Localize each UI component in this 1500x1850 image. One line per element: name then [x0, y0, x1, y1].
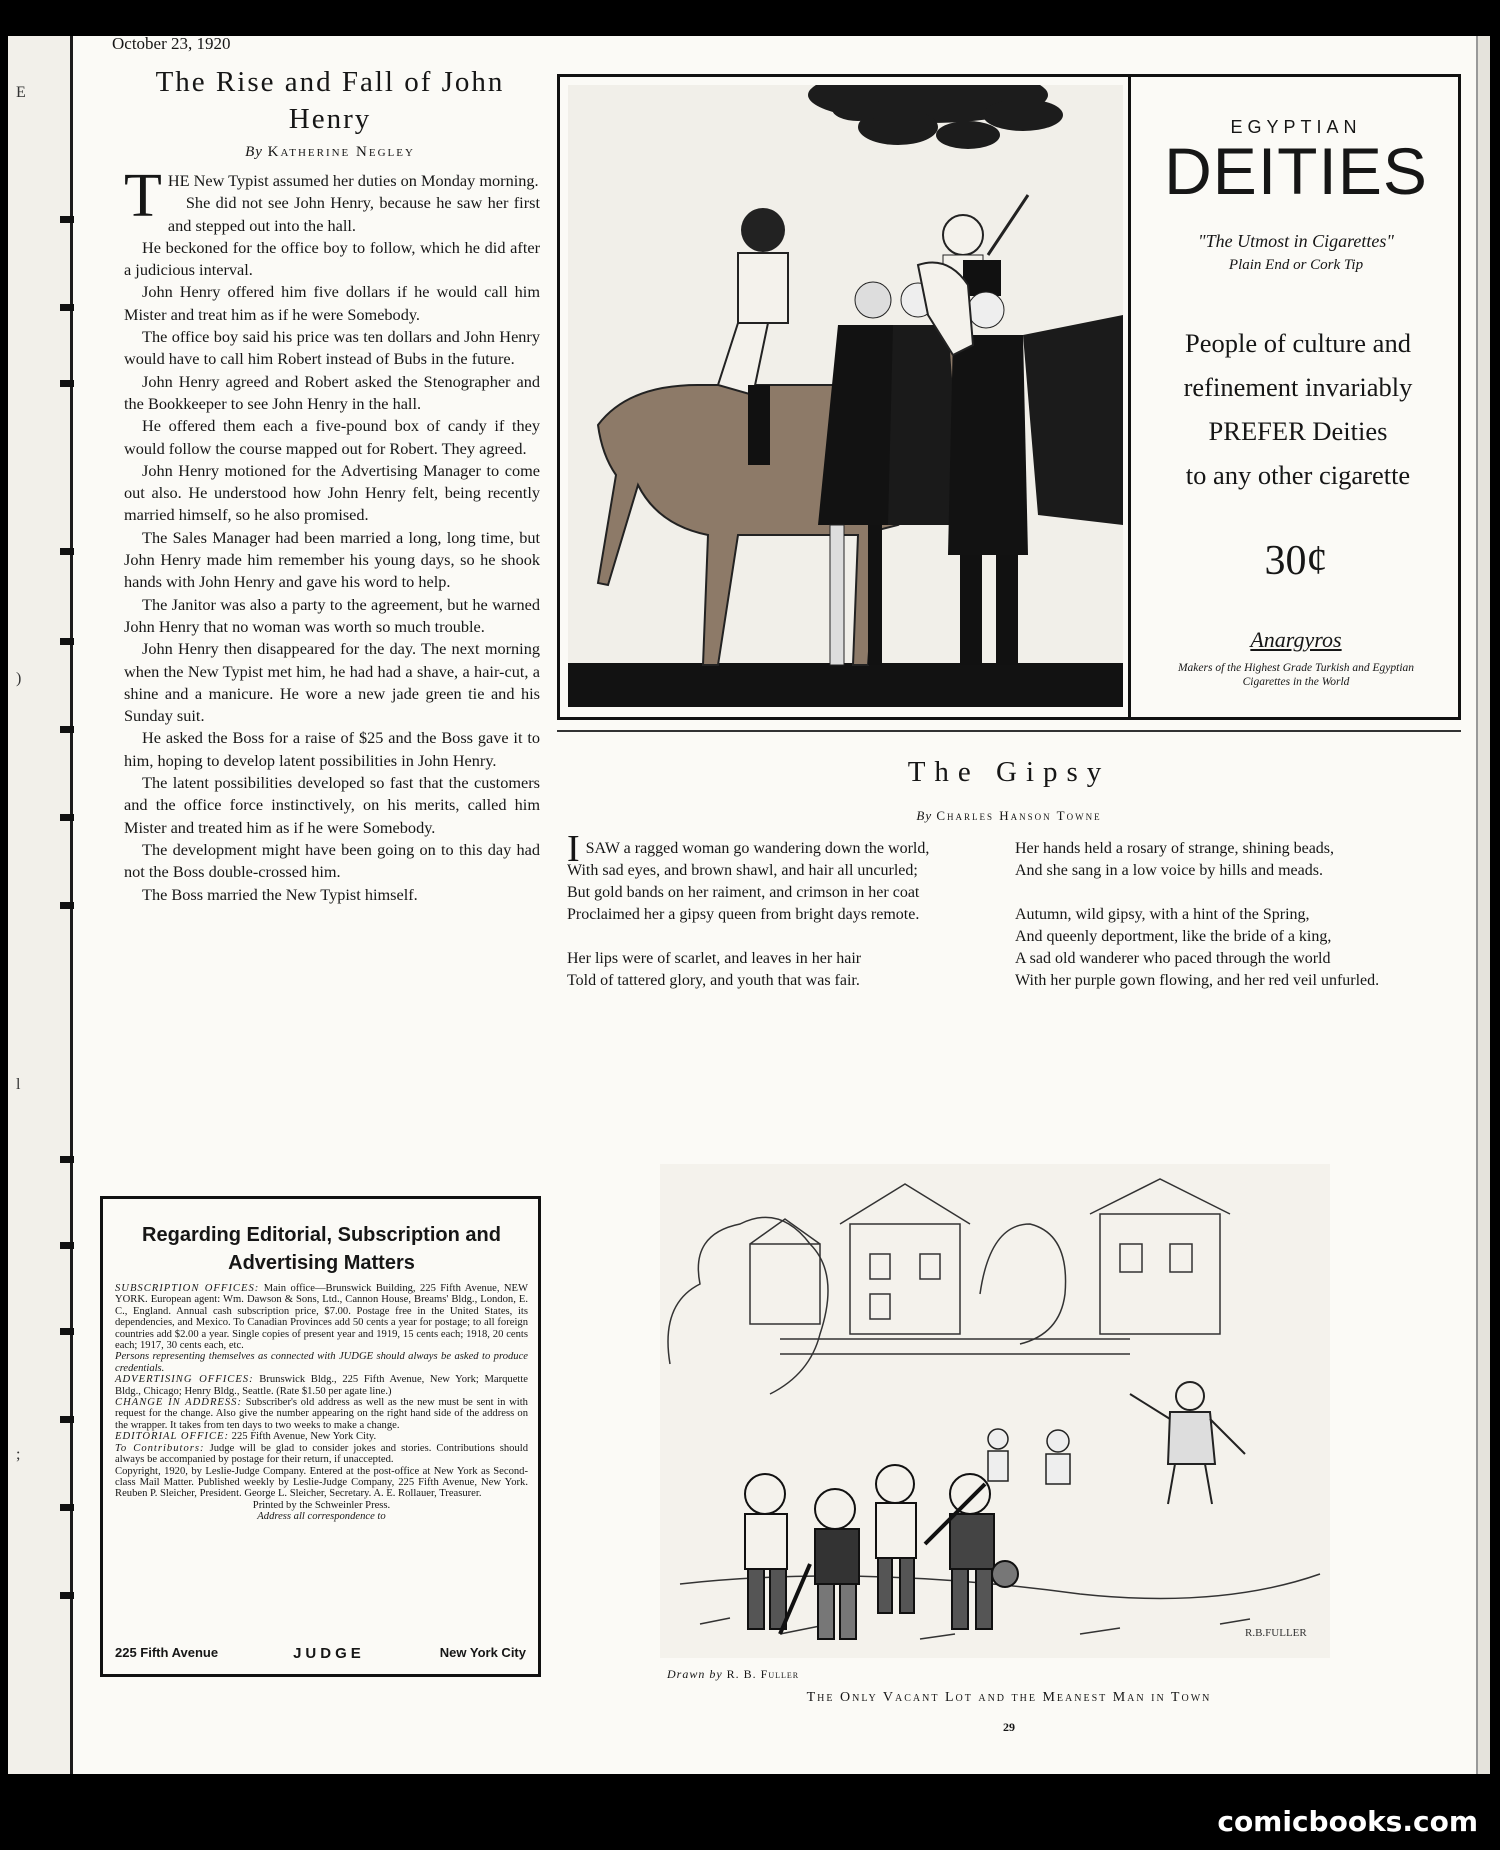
byline-prefix: By — [245, 144, 263, 160]
poem-line: Proclaimed her a gipsy queen from bright days remote. — [567, 906, 920, 923]
poem-column-right — [1015, 838, 1445, 992]
ad-tip-options: Plain End or Cork Tip — [1228, 257, 1364, 273]
poem-line: And queenly deportment, like the bride of a king, — [1015, 928, 1332, 945]
story-paragraph: The latent possibilities developed so fast that the customers and the office force instinctively, on his merits, called him Mister and treated him as if he were Somebody. — [124, 773, 540, 837]
story-paragraph: John Henry then disappeared for the day. The next morning when the New Typist met him, he had had a shave, a hair-cut, a shine and a manicure. He wore a new jade green tie and his Sunday suit. — [124, 639, 540, 726]
poem-line: Autumn, wild gipsy, with a hint of the Spring, — [1015, 906, 1310, 923]
editorial-box-footer — [115, 1645, 526, 1662]
right-page-edge — [1476, 36, 1490, 1774]
story-title: The Rise and Fall of John Henry — [155, 66, 505, 135]
ad-tagline: "The Utmost in Cigarettes" — [1198, 231, 1394, 251]
ad-copy-panel — [1134, 77, 1458, 717]
story-dropcap: T — [124, 162, 162, 230]
polo-scene-drawing — [568, 85, 1123, 707]
cigarette-advertisement — [557, 74, 1461, 720]
editorial-box-heading: Regarding Editorial, Subscription and Advertising Matters — [142, 1224, 501, 1274]
cartoon-caption: The Only Vacant Lot and the Meanest Man in Town — [806, 1690, 1212, 1705]
polo-illustration — [568, 85, 1123, 707]
ad-pitch-line: to any other cigarette — [1185, 460, 1411, 490]
ad-maker-signature: Anargyros — [1250, 627, 1342, 652]
site-watermark: comicbooks.com — [1217, 1805, 1478, 1838]
ad-pitch-line: PREFER Deities — [1208, 416, 1388, 446]
issue-date: October 23, 1920 — [112, 34, 231, 53]
cartoon-drawing — [660, 1164, 1330, 1658]
ad-pitch-line: People of culture and — [1185, 328, 1411, 358]
footer-city: New York City — [439, 1645, 526, 1660]
page-number: 29 — [1003, 1720, 1015, 1734]
poem-line: Told of tattered glory, and youth that was fair. — [567, 972, 860, 989]
poem-dropcap: I — [567, 828, 580, 870]
poem-author: Charles Hanson Towne — [936, 808, 1102, 823]
story-paragraph: He asked the Boss for a raise of $25 and the Boss gave it to him, hoping to develop latent possibilities in John Henry. — [124, 728, 540, 770]
poem-line: Her hands held a rosary of strange, shining beads, — [1015, 840, 1335, 857]
ad-brand-name: DEITIES — [1164, 134, 1428, 208]
story-paragraph: John Henry agreed and Robert asked the Stenographer and the Bookkeeper to see John Henry in the hall. — [124, 371, 540, 413]
section-rule — [557, 730, 1461, 733]
cartoon-artist: R. B. Fuller — [726, 1667, 800, 1681]
poem-line: Her lips were of scarlet, and leaves in her hair — [567, 950, 862, 967]
ad-pitch — [1152, 321, 1444, 497]
story-paragraph: The development might have been going on to this day had not the Boss double-crossed him. — [124, 839, 540, 882]
editorial-info-box — [100, 1196, 541, 1677]
story-paragraph: John Henry offered him five dollars if he would call him Mister and treat him as if he were Somebody. — [124, 282, 540, 324]
story-paragraph: He offered them each a five-pound box of candy if they would follow the course mapped out for Robert. They agreed. — [124, 416, 540, 458]
vacant-lot-cartoon — [660, 1164, 1330, 1658]
stanza-break — [1015, 882, 1445, 904]
story-paragraph: THE New Typist assumed her duties on Monday morning. — [124, 162, 539, 230]
poem-line: ISAW a ragged woman go wandering down the world, — [567, 828, 930, 870]
footer-address: 225 Fifth Avenue — [115, 1645, 219, 1660]
story-paragraph: The Boss married the New Typist himself. — [142, 884, 418, 904]
ad-price: 30¢ — [1264, 538, 1328, 584]
stanza-break — [567, 926, 987, 948]
poem-line: And she sang in a low voice by hills and meads. — [1015, 862, 1323, 879]
poem-byline — [557, 808, 1461, 824]
cartoon-signature: R.B.FULLER — [1245, 1627, 1307, 1639]
footer-magazine-name: JUDGE — [293, 1645, 365, 1662]
byline-prefix: By — [916, 808, 933, 823]
ad-kicker: EGYPTIAN — [1230, 117, 1362, 137]
story-paragraph: The Sales Manager had been married a long, long time, but John Henry made him remember his young days, so he shook hands with John Henry and gave his word to help. — [124, 527, 540, 592]
poem-column-left — [567, 828, 987, 992]
poem-title: The Gipsy — [907, 756, 1111, 788]
binding-margin: E ) l ; — [8, 36, 73, 1774]
story-paragraph: The office boy said his price was ten dollars and John Henry would have to call him Robert instead of Bubs in the future. — [124, 327, 540, 369]
poem-line: With her purple gown flowing, and her red veil unfurled. — [1015, 972, 1380, 989]
ad-divider-line — [1128, 77, 1131, 717]
story-body — [124, 162, 540, 906]
poem-line: With sad eyes, and brown shawl, and hair all uncurled; — [567, 862, 918, 879]
ad-maker-description: Makers of the Highest Grade Turkish and Egyptian Cigarettes in the World — [1177, 662, 1415, 688]
cartoon-credit — [667, 1667, 799, 1682]
credit-prefix: Drawn by — [667, 1667, 723, 1681]
ad-pitch-line: refinement invariably — [1183, 372, 1413, 402]
story-paragraph: She did not see John Henry, because he saw her first and stepped out into the hall. — [167, 193, 540, 235]
poem-line: But gold bands on her raiment, and crimson in her coat — [567, 884, 920, 901]
editorial-box-text: SUBSCRIPTION OFFICES: Main office—Brunswick Building, 225 Fifth Avenue, NEW YORK. European agent: Wm. Dawson & Sons, Ltd., Cannon House, Breams' Bldg., London, E. C., England. Annual cash subscription price, $7.00. Postage free in the United States, its dependencies, and Mexico. To Canadian Provinces add 50 cents a year for postage; to all foreign countries add $2.00 a year. Single copies of present year and 1919, 15 cents each; 1918, 20 cents each; 1917, 30 cents each, etc. Persons representing themselves as connected with JUDGE should always be asked to produce credentials. ADVERTISING OFFICES: Brunswick Bldg., 225 Fifth Avenue, New York; Marquette Bldg., Chicago; Henry Bldg., Seattle. (Rate $1.50 per agate line.) CHANGE IN ADDRESS: Subscriber's old address as well as the new must be sent in with request for the change. Also give the number appearing on the right hand side of the address on the wrapper. It takes from ten days to two weeks to make a change. EDITORIAL OFFICE: 225 Fifth Avenue, New York City. To Contributors: Judge will be glad to consider jokes and stories. Contributions should always be accompanied by postage for their return, if unaccepted. Copyright, 1920, by Leslie-Judge Company. Entered at the post-office at New York as Second-class Mail Matter. Published weekly by Leslie-Judge Company, 225 Fifth Avenue, New York. Reuben P. Sleicher, President. George L. Sleicher, Secretary. A. E. Rollauer, Treasurer. Printed by the Schweinler Press. Address all correspondence to — [115, 1283, 529, 1523]
story-paragraph: He beckoned for the office boy to follow, which he did after a judicious interval. — [124, 237, 540, 280]
story-byline — [110, 144, 550, 161]
story-author: Katherine Negley — [267, 144, 415, 160]
story-paragraph: The Janitor was also a party to the agreement, but he warned John Henry that no woman was worth so much trouble. — [124, 594, 540, 636]
poem-line: A sad old wanderer who paced through the world — [1015, 950, 1331, 967]
story-paragraph: John Henry motioned for the Advertising Manager to come out also. He understood how John Henry felt, being recently married himself, so he also promised. — [124, 460, 540, 525]
